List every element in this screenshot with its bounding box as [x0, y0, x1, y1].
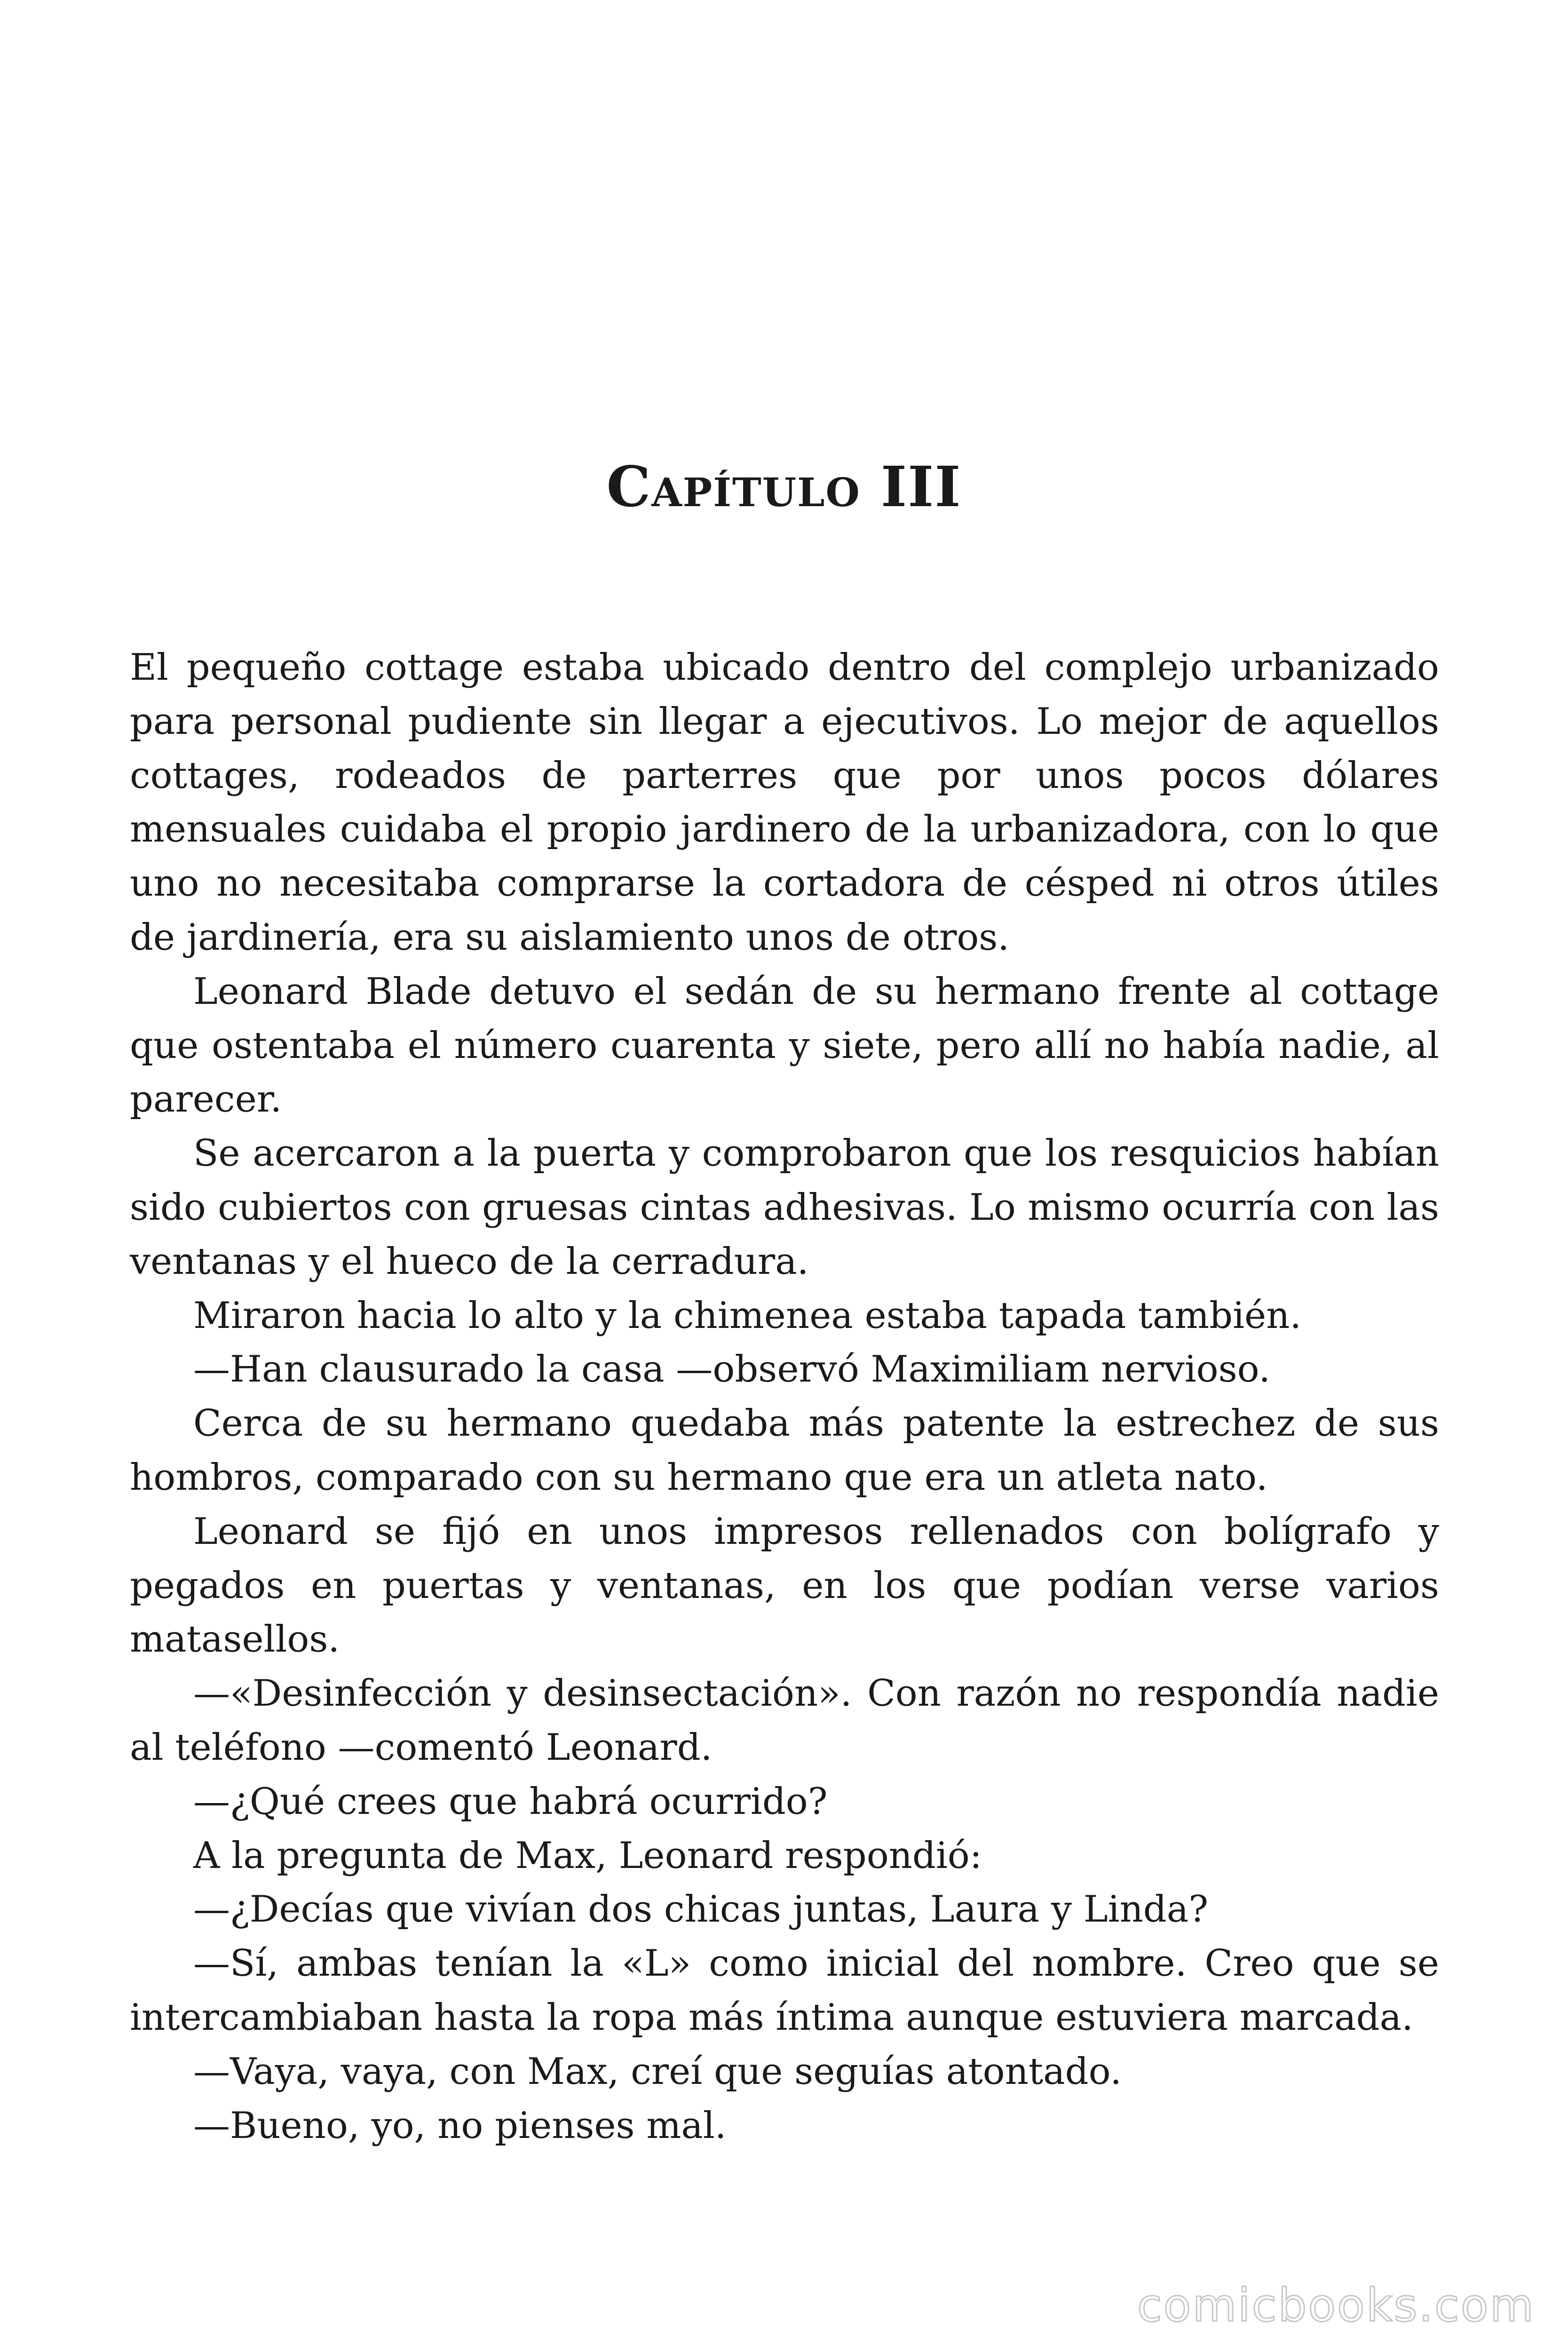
paragraph: Leonard Blade detuvo el sedán de su hermano frente al cottage que ostentaba el número cuarenta y siete, pero allí no había nadie, al parecer.: [130, 970, 1439, 1121]
paragraph: Miraron hacia lo alto y la chimenea estaba tapada también.: [193, 1294, 1302, 1337]
paragraph: Cerca de su hermano quedaba más patente la estrechez de sus hombros, comparado con su hermano que era un atleta nato.: [130, 1402, 1439, 1499]
paragraph: —Vaya, vaya, con Max, creí que seguías atontado.: [193, 2050, 1122, 2093]
paragraph: —¿Decías que vivían dos chicas juntas, Laura y Linda?: [193, 1888, 1209, 1931]
paragraph: Se acercaron a la puerta y comprobaron que los resquicios habían sido cubiertos con gruesas cintas adhesivas. Lo mismo ocurría con las ventanas y el hueco de la cerradura.: [130, 1132, 1439, 1283]
paragraph: —«Desinfección y desinsectación». Con razón no respondía nadie al teléfono —comentó Leonard.: [130, 1672, 1439, 1769]
paragraph: Leonard se fijó en unos impresos rellenados con bolígrafo y pegados en puertas y ventanas, en los que podían verse varios matasellos.: [130, 1510, 1439, 1661]
chapter-body: [130, 641, 1439, 2153]
chapter-title: Capítulo III: [606, 454, 962, 519]
paragraph: A la pregunta de Max, Leonard respondió:: [193, 1834, 982, 1877]
paragraph: —Bueno, yo, no pienses mal.: [193, 2104, 727, 2147]
watermark: comicbooks.com: [1137, 2279, 1535, 2332]
paragraph: —Han clausurado la casa —observó Maximiliam nervioso.: [193, 1348, 1271, 1391]
paragraph: —Sí, ambas tenían la «L» como inicial del nombre. Creo que se intercambiaban hasta la ropa más íntima aunque estuviera marcada.: [130, 1942, 1439, 2039]
paragraph: —¿Qué crees que habrá ocurrido?: [193, 1780, 828, 1823]
paragraph: El pequeño cottage estaba ubicado dentro del complejo urbanizado para personal pudiente sin llegar a ejecutivos. Lo mejor de aquellos cottages, rodeados de parterres que por unos pocos dólares mensuales cuidaba el propio jardinero de la urbanizadora, con lo que uno no necesitaba comprarse la cortadora de césped ni otros útiles de jardinería, era su aislamiento unos de otros.: [130, 646, 1439, 959]
